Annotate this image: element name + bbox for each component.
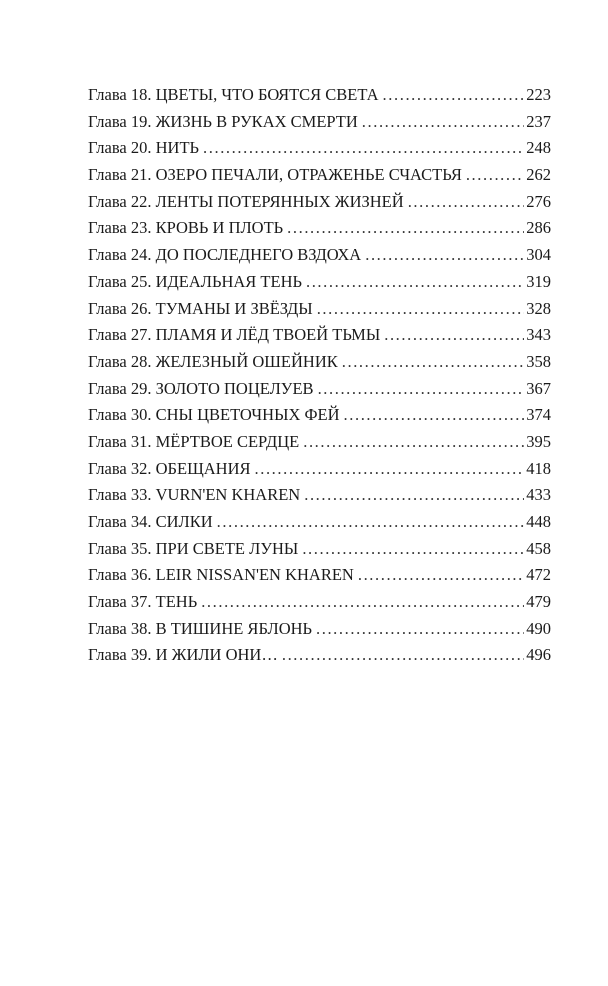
chapter-title: Глава 36. LEIR NISSAN'EN KHAREN <box>88 565 354 585</box>
page-number: 418 <box>526 458 551 478</box>
chapter-title: Глава 31. МЁРТВОЕ СЕРДЦЕ <box>88 431 300 451</box>
chapter-title: Глава 35. ПРИ СВЕТЕ ЛУНЫ <box>88 538 299 558</box>
chapter-title: Глава 18. ЦВЕТЫ, ЧТО БОЯТСЯ СВЕТА <box>88 85 379 104</box>
page-number: 304 <box>526 245 551 265</box>
chapter-title: Глава 32. ОБЕЩАНИЯ <box>88 458 251 478</box>
toc-entry <box>88 429 551 456</box>
toc-entry <box>88 322 551 349</box>
dot-leader <box>365 242 524 269</box>
dot-leader <box>304 482 524 509</box>
toc-entry <box>88 642 551 669</box>
dot-leader <box>342 349 525 376</box>
page-number: 479 <box>526 592 551 612</box>
toc-entry <box>88 215 551 242</box>
dot-leader <box>466 162 524 189</box>
chapter-title: Глава 33. VURN'EN KHAREN <box>88 485 301 505</box>
chapter-title: Глава 21. ОЗЕРО ПЕЧАЛИ, ОТРАЖЕНЬЕ СЧАСТЬЯ <box>88 165 462 185</box>
toc-entry <box>88 616 551 643</box>
chapter-title: Глава 28. ЖЕЛЕЗНЫЙ ОШЕЙНИК <box>88 351 338 371</box>
toc-entry <box>88 296 551 323</box>
toc-entry <box>88 82 551 109</box>
toc-entry <box>88 402 551 429</box>
page-number: 319 <box>526 271 551 291</box>
dot-leader <box>287 215 524 242</box>
page-number: 248 <box>526 138 551 158</box>
toc-entry <box>88 189 551 216</box>
dot-leader <box>303 429 524 456</box>
toc-entry <box>88 456 551 483</box>
page-number: 395 <box>526 431 551 451</box>
page-number: 223 <box>526 85 551 104</box>
dot-leader <box>201 589 524 616</box>
dot-leader <box>358 562 524 589</box>
page-number: 433 <box>526 485 551 505</box>
chapter-title: Глава 37. ТЕНЬ <box>88 592 198 612</box>
dot-leader <box>255 456 525 483</box>
page-number: 286 <box>526 218 551 238</box>
chapter-title: Глава 39. И ЖИЛИ ОНИ… <box>88 645 278 665</box>
page-number: 496 <box>526 645 551 665</box>
toc-entry <box>88 242 551 269</box>
chapter-title: Глава 20. НИТЬ <box>88 138 200 158</box>
page-number: 367 <box>526 378 551 398</box>
chapter-title: Глава 29. ЗОЛОТО ПОЦЕЛУЕВ <box>88 378 314 398</box>
toc-entry <box>88 349 551 376</box>
dot-leader <box>317 296 525 323</box>
toc-entry <box>88 135 551 162</box>
chapter-title: Глава 30. СНЫ ЦВЕТОЧНЫХ ФЕЙ <box>88 405 340 425</box>
dot-leader <box>217 509 525 536</box>
page-number: 276 <box>526 191 551 211</box>
dot-leader <box>302 536 524 563</box>
chapter-title: Глава 25. ИДЕАЛЬНАЯ ТЕНЬ <box>88 271 302 291</box>
toc-entry <box>88 536 551 563</box>
dot-leader <box>306 269 524 296</box>
page-number: 458 <box>526 538 551 558</box>
dot-leader <box>203 135 524 162</box>
chapter-title: Глава 38. В ТИШИНЕ ЯБЛОНЬ <box>88 618 312 638</box>
chapter-title: Глава 23. КРОВЬ И ПЛОТЬ <box>88 218 284 238</box>
toc-entry <box>88 562 551 589</box>
page-number: 490 <box>526 618 551 638</box>
chapter-title: Глава 19. ЖИЗНЬ В РУКАХ СМЕРТИ <box>88 111 358 131</box>
toc-entry <box>88 376 551 403</box>
dot-leader <box>408 189 525 216</box>
page-number: 237 <box>526 111 551 131</box>
chapter-title: Глава 34. СИЛКИ <box>88 512 213 531</box>
page-number: 343 <box>526 325 551 345</box>
toc-entry <box>88 509 551 536</box>
dot-leader <box>384 322 524 349</box>
page-number: 374 <box>526 405 551 425</box>
dot-leader <box>383 82 525 109</box>
chapter-title: Глава 22. ЛЕНТЫ ПОТЕРЯННЫХ ЖИЗНЕЙ <box>88 191 404 211</box>
page-number: 448 <box>526 512 551 531</box>
chapter-title: Глава 27. ПЛАМЯ И ЛЁД ТВОЕЙ ТЬМЫ <box>88 325 381 345</box>
dot-leader <box>344 402 525 429</box>
toc-entry <box>88 269 551 296</box>
page-number: 358 <box>526 351 551 371</box>
dot-leader <box>316 616 524 643</box>
page-number: 262 <box>526 165 551 185</box>
dot-leader <box>282 642 524 669</box>
chapter-title: Глава 24. ДО ПОСЛЕДНЕГО ВЗДОХА <box>88 245 362 265</box>
page-number: 328 <box>526 298 551 318</box>
toc-entry <box>88 162 551 189</box>
table-of-contents <box>88 82 551 669</box>
dot-leader <box>362 109 524 136</box>
dot-leader <box>318 376 525 403</box>
page-number: 472 <box>526 565 551 585</box>
toc-entry <box>88 109 551 136</box>
chapter-title: Глава 26. ТУМАНЫ И ЗВЁЗДЫ <box>88 298 313 318</box>
toc-entry <box>88 589 551 616</box>
toc-entry <box>88 482 551 509</box>
